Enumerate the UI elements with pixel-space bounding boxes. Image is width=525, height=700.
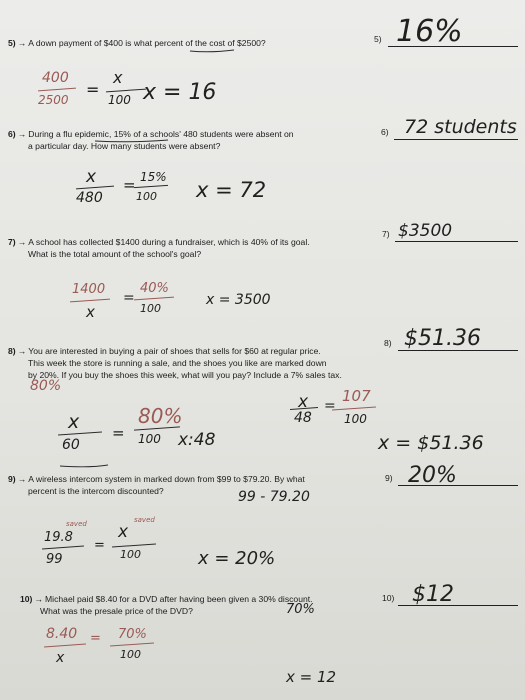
- work-equals: =: [112, 424, 125, 442]
- question-text-line2: This week the store is running a sale, and the shoes you like are marked down: [28, 358, 327, 368]
- work-numerator: 15%: [140, 170, 167, 184]
- question-number: 10): [20, 594, 33, 604]
- work-denominator: 100: [120, 648, 141, 661]
- work-numerator: 70%: [118, 627, 147, 642]
- question-text-line2: What was the presale price of the DVD?: [40, 606, 193, 616]
- work-equals: =: [94, 538, 105, 553]
- work-numerator: x: [68, 411, 80, 433]
- question-number: 6): [8, 129, 16, 139]
- answer-label: 5): [374, 34, 382, 44]
- work-extra: x:48: [178, 430, 216, 450]
- question-text: A wireless intercom system in marked down from $99 to $79.20. By what: [28, 474, 305, 484]
- work-denominator: 100: [108, 93, 131, 107]
- arrow-icon: →: [17, 346, 27, 356]
- work-numerator: x: [113, 68, 123, 87]
- work-note: 70%: [286, 602, 315, 617]
- work-equals: =: [123, 290, 135, 306]
- work-denominator: 100: [120, 548, 141, 561]
- work-numerator: x: [298, 392, 309, 412]
- answer-handwritten: 16%: [396, 14, 463, 49]
- question-text-line2: a particular day. How many students were absent?: [28, 141, 221, 151]
- work-numerator: 107: [342, 387, 371, 405]
- work-numerator: 8.40: [46, 626, 78, 642]
- work-numerator: 1400: [72, 282, 106, 297]
- answer-label: 9): [385, 473, 393, 483]
- question-number: 9): [8, 474, 16, 484]
- question-text: Michael paid $8.40 for a DVD after having been given a 30% discount.: [45, 594, 313, 604]
- work-note: 80%: [30, 378, 62, 394]
- work-equals: =: [90, 631, 101, 646]
- answer-handwritten: 72 students: [404, 116, 517, 138]
- work-tag: saved: [134, 516, 155, 524]
- answer-handwritten: $3500: [398, 221, 453, 241]
- work-denominator: 100: [138, 432, 161, 446]
- question-text-line2: What is the total amount of the school's goal?: [28, 249, 202, 259]
- work-denominator: 100: [136, 190, 157, 203]
- work-denominator: 60: [62, 437, 80, 453]
- work-result: x = 3500: [206, 292, 271, 308]
- work-denominator: 48: [294, 410, 312, 426]
- answer-label: 8): [384, 338, 392, 348]
- question-text: A down payment of $400 is what percent of the cost of $2500?: [28, 38, 266, 48]
- work-numerator: x: [118, 522, 129, 542]
- work-equals: =: [123, 176, 136, 194]
- question-text: A school has collected $1400 during a fundraiser, which is 40% of its goal.: [28, 237, 310, 247]
- question-number: 7): [8, 237, 16, 247]
- work-numerator: x: [86, 167, 97, 187]
- question-text: You are interested in buying a pair of shoes that sells for $60 at regular price.: [28, 346, 321, 356]
- work-numerator: 80%: [138, 404, 183, 428]
- work-numerator: 19.8: [44, 530, 73, 545]
- work-denominator: 480: [76, 190, 103, 206]
- arrow-icon: →: [17, 129, 27, 139]
- answer-label: 7): [382, 229, 390, 239]
- work-denominator: x: [86, 303, 95, 321]
- work-denominator: x: [56, 650, 65, 666]
- work-tag: saved: [66, 520, 87, 528]
- work-denominator: 100: [140, 302, 161, 315]
- work-denominator: 2500: [38, 93, 69, 107]
- answer-label: 10): [382, 593, 395, 603]
- question-text: During a flu epidemic, 15% of a schools' 480 students were absent on: [28, 129, 294, 139]
- question-text-line3: by 20%. If you buy the shoes this week, what will you pay? Include a 7% sales tax.: [28, 370, 342, 380]
- work-numerator: 40%: [140, 281, 169, 296]
- work-equals: =: [324, 398, 336, 414]
- question-number: 8): [8, 346, 16, 356]
- work-equals: =: [86, 80, 100, 99]
- arrow-icon: →: [17, 237, 27, 247]
- work-result: x = 16: [143, 80, 217, 105]
- work-numerator: 400: [42, 70, 69, 86]
- arrow-icon: →: [17, 474, 27, 484]
- arrow-icon: →: [34, 594, 44, 604]
- answer-handwritten: $12: [412, 582, 454, 607]
- work-subtraction: 99 - 79.20: [238, 489, 310, 505]
- question-number: 5): [8, 38, 16, 48]
- work-result: x = 20%: [198, 548, 276, 569]
- answer-handwritten: $51.36: [404, 326, 481, 351]
- work-result: x = $51.36: [378, 432, 484, 454]
- arrow-icon: →: [17, 38, 27, 48]
- question-text-line2: percent is the intercom discounted?: [28, 486, 164, 496]
- work-result: x = 72: [196, 178, 267, 202]
- answer-label: 6): [381, 127, 389, 137]
- work-result: x = 12: [286, 668, 337, 686]
- answer-handwritten: 20%: [408, 463, 457, 488]
- work-denominator: 100: [344, 412, 367, 426]
- work-denominator: 99: [46, 552, 63, 567]
